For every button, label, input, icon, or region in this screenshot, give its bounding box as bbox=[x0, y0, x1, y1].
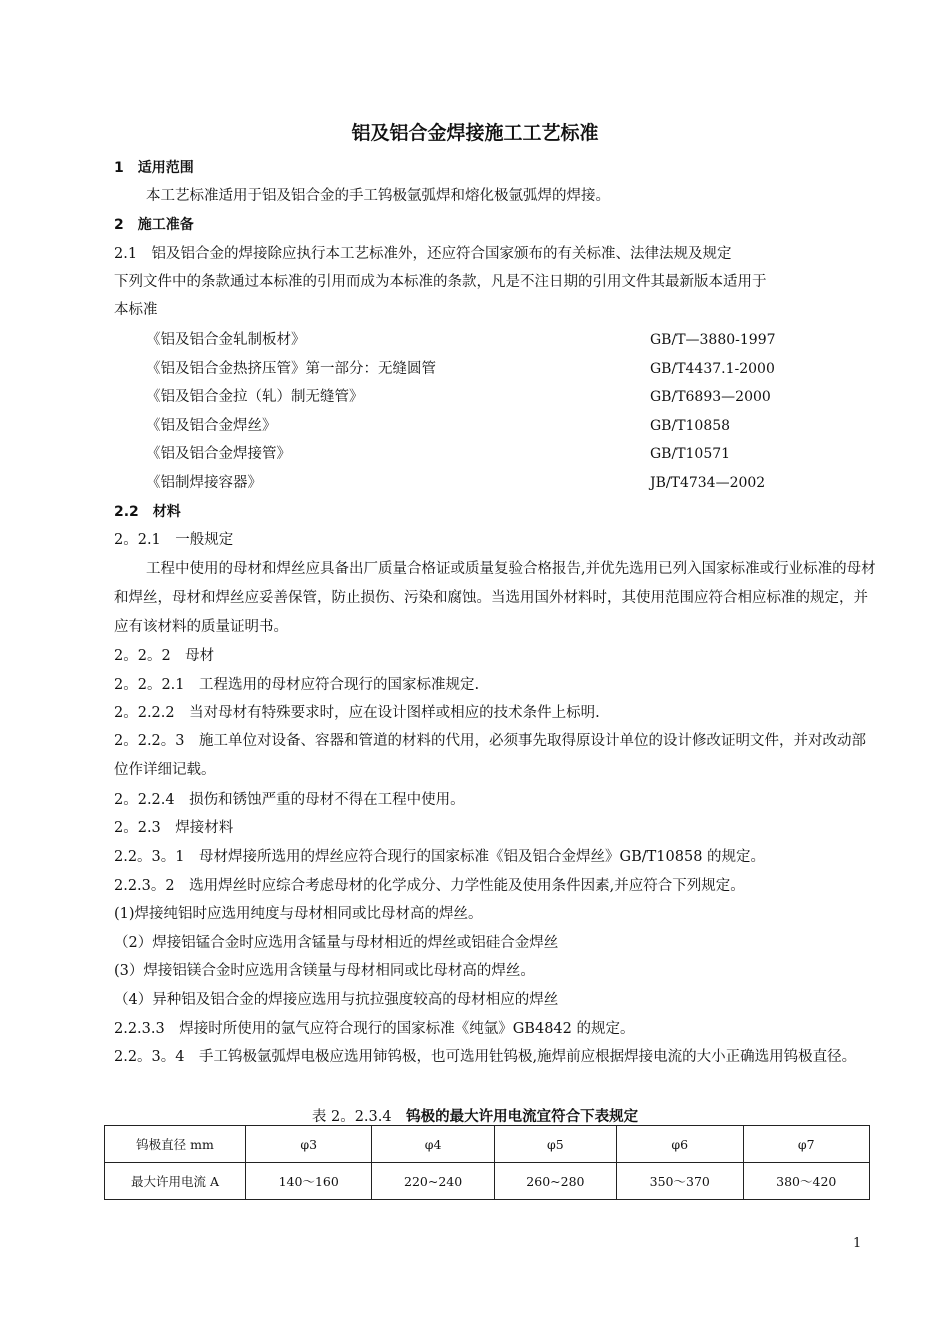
clause-2-2-3-4: 2.2。3。4 手工钨极氩弧焊电极应选用铈钨极，也可选用钍钨极,施焊前应根据焊接电流的大小正确选用钨极直径。 bbox=[114, 1049, 857, 1065]
section-2-1-line2: 下列文件中的条款通过本标准的引用而成为本标准的条款，凡是不注日期的引用文件其最新版本适用于 bbox=[114, 274, 767, 290]
section-2-2-1-heading: 2。2.1 一般规定 bbox=[114, 532, 234, 548]
list-item: （2）焊接铝锰合金时应选用含锰量与母材相近的焊丝或铝硅合金焊丝 bbox=[114, 935, 559, 951]
page-number: 1 bbox=[853, 1236, 862, 1251]
section-1-heading: 1 适用范围 bbox=[114, 160, 194, 176]
list-item: （4）异种铝及铝合金的焊接应选用与抗拉强度较高的母材相应的焊丝 bbox=[114, 992, 559, 1008]
table-cell: φ4 bbox=[372, 1126, 494, 1163]
table-row bbox=[105, 1126, 870, 1163]
table-cell: 380～420 bbox=[743, 1163, 870, 1200]
section-2-2-2-heading: 2。2。2 母材 bbox=[114, 648, 215, 664]
table-caption: 表 2。2.3.4 钨极的最大许用电流宜符合下表规定 bbox=[311, 1109, 639, 1125]
section-1-text: 本工艺标准适用于铝及铝合金的手工钨极氩弧焊和熔化极氩弧焊的焊接。 bbox=[146, 188, 610, 204]
clause-2-2-2-1: 2。2。2.1 工程选用的母材应符合现行的国家标准规定. bbox=[114, 677, 480, 693]
reference-name: 《铝及铝合金热挤压管》第一部分：无缝圆管 bbox=[146, 361, 436, 377]
table-cell: φ5 bbox=[494, 1126, 616, 1163]
list-item: (3）焊接铝镁合金时应选用含镁量与母材相同或比母材高的焊丝。 bbox=[114, 963, 535, 979]
reference-code: GB/T—3880-1997 bbox=[650, 332, 776, 348]
reference-name: 《铝及铝合金焊接管》 bbox=[146, 446, 291, 462]
clause-2-2-3-1: 2.2。3。1 母材焊接所选用的焊丝应符合现行的国家标准《铝及铝合金焊丝》GB/T10858 的规定。 bbox=[114, 849, 766, 865]
table-cell: 220~240 bbox=[372, 1163, 494, 1200]
reference-code: GB/T6893—2000 bbox=[650, 389, 771, 405]
table-cell: 钨极直径 mm bbox=[105, 1126, 246, 1163]
section-2-1-line1: 2.1 铝及铝合金的焊接除应执行本工艺标准外，还应符合国家颁布的有关标准、法律法规及规定 bbox=[114, 246, 732, 262]
table-cell: φ7 bbox=[743, 1126, 870, 1163]
reference-code: JB/T4734—2002 bbox=[650, 475, 766, 491]
table-cell: φ6 bbox=[617, 1126, 743, 1163]
table-cell: φ3 bbox=[246, 1126, 372, 1163]
reference-code: GB/T4437.1-2000 bbox=[650, 361, 775, 377]
clause-2-2-3-3: 2.2.3.3 焊接时所使用的氩气应符合现行的国家标准《纯氩》GB4842 的规定。 bbox=[114, 1021, 635, 1037]
list-item: (1)焊接纯铝时应选用纯度与母材相同或比母材高的焊丝。 bbox=[114, 906, 483, 922]
tungsten-current-table bbox=[104, 1125, 870, 1200]
clause-2-2-2-4: 2。2.2.4 损伤和锈蚀严重的母材不得在工程中使用。 bbox=[114, 792, 465, 808]
table-cell: 最大许用电流 A bbox=[105, 1163, 246, 1200]
clause-2-2-3-2: 2.2.3。2 选用焊丝时应综合考虑母材的化学成分、力学性能及使用条件因素,并应符合下列规定。 bbox=[114, 878, 745, 894]
clause-2-2-2-2: 2。2.2.2 当对母材有特殊要求时，应在设计图样或相应的技术条件上标明. bbox=[114, 705, 600, 721]
page-title: 铝及铝合金焊接施工工艺标准 bbox=[351, 122, 599, 144]
table-cell: 140～160 bbox=[246, 1163, 372, 1200]
section-2-2-heading: 2.2 材料 bbox=[114, 504, 181, 520]
reference-name: 《铝及铝合金焊丝》 bbox=[146, 418, 277, 434]
table-cell: 260~280 bbox=[494, 1163, 616, 1200]
section-2-2-3-heading: 2。2.3 焊接材料 bbox=[114, 820, 234, 836]
clause-2-2-2-3: 2。2.2。3 施工单位对设备、容器和管道的材料的代用，必须事先取得原设计单位的设计修改证明文件，并对改动部位作详细记载。 bbox=[114, 733, 867, 778]
section-2-1-line3: 本标准 bbox=[114, 302, 158, 318]
reference-name: 《铝制焊接容器》 bbox=[146, 475, 262, 491]
section-2-2-1-paragraph: 工程中使用的母材和焊丝应具备出厂质量合格证或质量复验合格报告,并优先选用已列入国家标准或行业标准的母材和焊丝，母材和焊丝应妥善保管，防止损伤、污染和腐蚀。当选用国外材料时，其使用范围应符合相应标准的规定，并应有该材料的质量证明书。 bbox=[114, 561, 876, 635]
reference-code: GB/T10858 bbox=[650, 418, 731, 434]
reference-name: 《铝及铝合金轧制板材》 bbox=[146, 332, 306, 348]
section-2-heading: 2 施工准备 bbox=[114, 217, 194, 233]
table-cell: 350～370 bbox=[617, 1163, 743, 1200]
table-row bbox=[105, 1163, 870, 1200]
reference-code: GB/T10571 bbox=[650, 446, 731, 462]
reference-name: 《铝及铝合金拉（轧）制无缝管》 bbox=[146, 389, 364, 405]
